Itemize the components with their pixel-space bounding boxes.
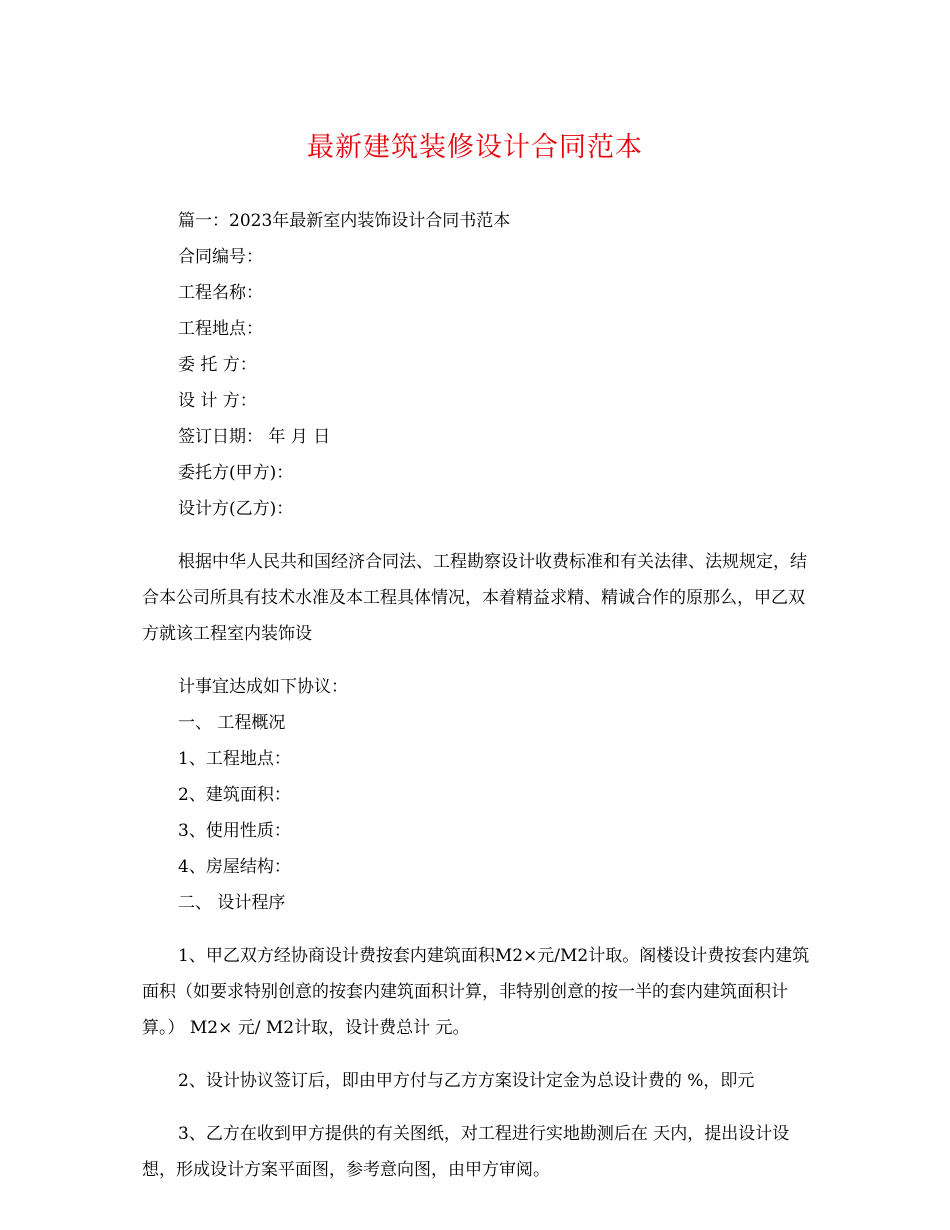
- overview-item-structure: 4、房屋结构：: [178, 857, 291, 877]
- client-field: 委 托 方：: [178, 355, 257, 375]
- document-title: 最新建筑装修设计合同范本: [307, 132, 643, 163]
- procedure-clause-1: 1、甲乙双方经协商设计费按套内建筑面积M2×元/M2计取。阁楼设计费按套内建筑面积（如要求特别创意的按套内建筑面积计算，非特别创意的按一半的套内建筑面积计算。） M2× 元/ M2计取，设计费总计 元。: [142, 946, 810, 1038]
- designer-field: 设 计 方：: [178, 391, 257, 411]
- agreement-intro: 计事宜达成如下协议：: [178, 677, 348, 697]
- section-heading-part-one: 篇一：2023年最新室内装饰设计合同书范本: [178, 211, 511, 231]
- section-heading-overview: 一、 工程概况: [178, 713, 286, 733]
- preamble-paragraph: 根据中华人民共和国经济合同法、工程勘察设计收费标准和有关法律、法规规定，结合本公司所具有技术水准及本工程具体情况，本着精益求精、精诚合作的原那么，甲乙双方就该工程室内装饰设: [142, 552, 807, 644]
- procedure-clause-3: 3、乙方在收到甲方提供的有关图纸，对工程进行实地勘测后在 天内，提出设计设想，形成设计方案平面图，参考意向图，由甲方审阅。: [142, 1124, 790, 1180]
- section-heading-procedure: 二、 设计程序: [178, 893, 286, 913]
- signing-date-field: 签订日期： 年 月 日: [178, 427, 331, 447]
- contract-number-field: 合同编号：: [178, 247, 263, 267]
- project-name-field: 工程名称：: [178, 283, 263, 303]
- party-a-field: 委托方(甲方)：: [178, 463, 294, 483]
- overview-item-location: 1、工程地点：: [178, 749, 291, 769]
- document-body: [142, 203, 812, 1205]
- party-b-field: 设计方(乙方)：: [178, 499, 294, 519]
- overview-item-area: 2、建筑面积：: [178, 785, 291, 805]
- procedure-clause-2: 2、设计协议签订后，即由甲方付与乙方方案设计定金为总设计费的 %，即元: [178, 1071, 755, 1091]
- project-location-field: 工程地点：: [178, 319, 263, 339]
- overview-item-usage: 3、使用性质：: [178, 821, 291, 841]
